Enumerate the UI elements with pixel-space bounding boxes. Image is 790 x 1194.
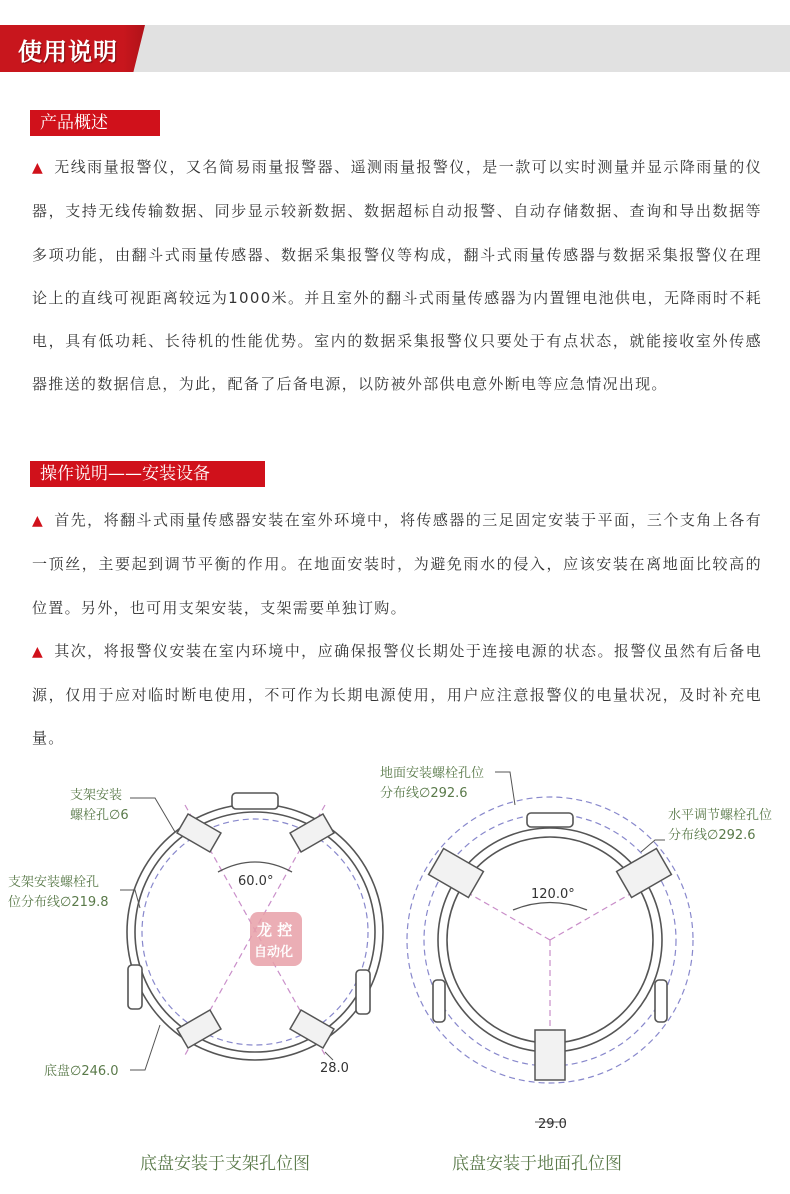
label-bolt-hole-size: 螺栓孔∅6: [70, 808, 129, 823]
caption-bracket-mount: 底盘安装于支架孔位图: [140, 1154, 310, 1174]
operation-paragraphs: [32, 499, 762, 761]
label-bolt-hole: 支架安装: [70, 788, 123, 803]
section-heading-overview: 产品概述: [30, 110, 160, 136]
label-level-bolt: 水平调节螺栓孔位: [668, 808, 773, 823]
operation-text-2: 其次，将报警仪安装在室内环境中，应确保报警仪长期处于连接电源的状态。报警仪虽然有后备电源，仅用于应对临时断电使用，不可作为长期电源使用，用户应注意报警仪的电量状况，及时补充电量。: [32, 641, 762, 748]
label-angle: 120.0°: [531, 887, 575, 902]
label-circle-size: 位分布线∅219.8: [8, 895, 109, 910]
handle-left: [433, 980, 445, 1022]
ground-mount-diagram: [380, 760, 790, 1140]
bullet-triangle-icon: ▲: [32, 513, 45, 529]
operation-text-1: 首先，将翻斗式雨量传感器安装在室外环境中，将传感器的三足固定安装于平面，三个支角上各有一顶丝，主要起到调节平衡的作用。在地面安装时，为避免雨水的侵入，应该安装在离地面比较高的位置。另外，也可用支架安装，支架需要单独订购。: [32, 511, 762, 617]
handle-right: [356, 970, 370, 1014]
overview-text: 无线雨量报警仪，又名简易雨量报警器、遥测雨量报警仪，是一款可以实时测量并显示降雨量的仪器，支持无线传输数据、同步显示较新数据、数据超标自动报警、自动存储数据、查询和导出数据等多项功能，由翻斗式雨量传感器、数据采集报警仪等构成，翻斗式雨量传感器与数据采集报警仪在理论上的直线可视距离较远为1000米。并且室外的翻斗式雨量传感器为内置锂电池供电，无降雨时不耗电，具有低功耗、长待机的性能优势。室内的数据采集报警仪只要处于有点状态，就能接收室外传感器推送的数据信息，为此，配备了后备电源，以防被外部供电意外断电等应急情况出现。: [32, 158, 762, 394]
handle-top: [527, 813, 573, 827]
svg-text:龙 控: 龙 控: [257, 921, 293, 939]
header-banner: [0, 25, 790, 72]
overview-paragraph: [32, 146, 762, 407]
bullet-triangle-icon: ▲: [32, 643, 45, 660]
bracket-mount-diagram: [0, 760, 395, 1140]
label-ground-size: 分布线∅292.6: [380, 786, 468, 801]
page-title: 使用说明: [18, 38, 118, 66]
label-angle: 60.0°: [238, 874, 274, 889]
label-width: 28.0: [320, 1061, 349, 1076]
label-ground-bolt: 地面安装螺栓孔位: [380, 766, 485, 781]
handle-right: [655, 980, 667, 1022]
caption-ground-mount: 底盘安装于地面孔位图: [452, 1154, 622, 1174]
label-base-size: 底盘∅246.0: [44, 1064, 119, 1079]
section-heading-operation: 操作说明——安装设备: [30, 461, 265, 487]
label-circle: 支架安装螺栓孔: [8, 875, 100, 890]
bullet-triangle-icon: ▲: [32, 160, 45, 176]
label-width: 29.0: [538, 1117, 567, 1132]
label-level-size: 分布线∅292.6: [668, 828, 756, 843]
watermark-logo: [250, 912, 302, 966]
svg-text:自动化: 自动化: [254, 945, 294, 960]
handle-left: [128, 965, 142, 1009]
handle-top: [232, 793, 278, 809]
